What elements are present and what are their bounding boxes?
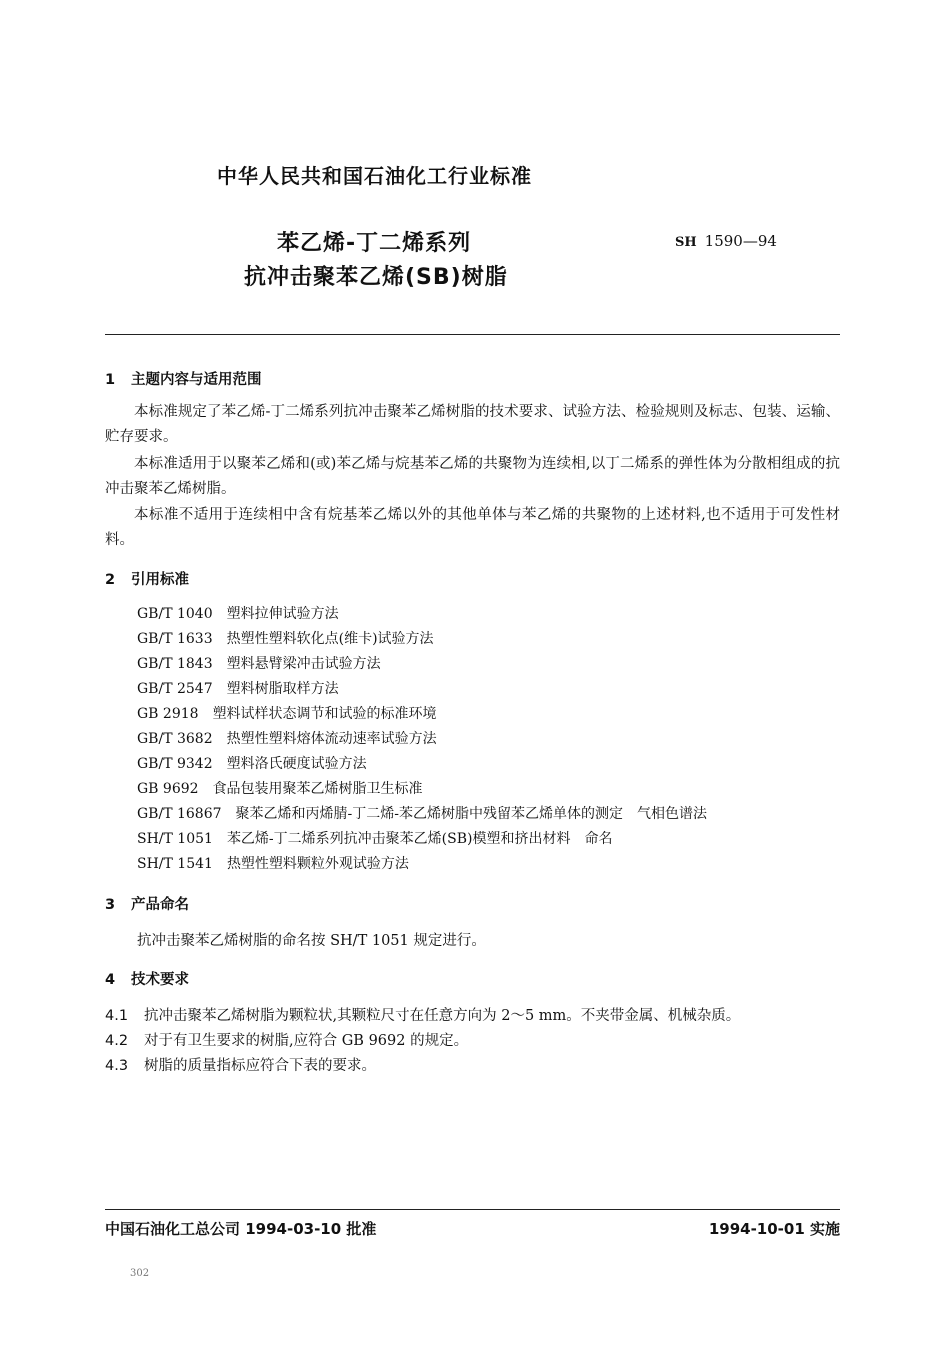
section-number: 2 [105,572,116,588]
section-1-paragraph-3: 本标准不适用于连续相中含有烷基苯乙烯以外的其他单体与苯乙烯的共聚物的上述材料,也不适用于可发性材料。 [105,507,840,548]
section-title: 引用标准 [131,572,189,588]
reference-name: 热塑性塑料软化点(维卡)试验方法 [226,631,434,647]
clause-4-2 [105,1029,468,1050]
reference-code: GB/T 1633 [137,631,213,647]
reference-code: SH/T 1541 [137,856,213,872]
section-title: 技术要求 [131,972,189,988]
reference-item [137,628,434,648]
reference-item [137,803,707,823]
section-3-heading [105,893,189,914]
clause-4-3 [105,1054,376,1075]
reference-name: 食品包装用聚苯乙烯树脂卫生标准 [212,781,423,797]
clause-number: 4.2 [105,1033,129,1049]
reference-item [137,603,339,623]
clause-text: 树脂的质量指标应符合下表的要求。 [144,1058,376,1074]
clause-4-1 [105,1004,740,1025]
doc-title-line2: 抗冲击聚苯乙烯(SB)树脂 [244,265,508,290]
reference-item [137,778,423,798]
effective-date-line: 1994-10-01 实施 [708,1220,840,1238]
standard-prefix: SH [675,235,697,250]
reference-code: GB/T 2547 [137,681,213,697]
clause-text: 对于有卫生要求的树脂,应符合 GB 9692 的规定。 [144,1033,469,1049]
reference-code: GB/T 1040 [137,606,213,622]
reference-item [137,728,437,748]
reference-item [137,678,339,698]
standard-number: 1590—94 [704,232,777,250]
reference-name: 塑料洛氏硬度试验方法 [226,756,367,772]
reference-item [137,753,367,773]
reference-name: 苯乙烯-丁二烯系列抗冲击聚苯乙烯(SB)模塑和挤出材料 命名 [226,831,613,847]
section-3-text: 抗冲击聚苯乙烯树脂的命名按 SH/T 1051 规定进行。 [137,933,486,949]
reference-name: 热塑性塑料颗粒外观试验方法 [226,856,409,872]
reference-code: GB/T 3682 [137,731,213,747]
reference-name: 聚苯乙烯和丙烯腈-丁二烯-苯乙烯树脂中残留苯乙烯单体的测定 气相色谱法 [235,806,707,822]
doc-title-line1: 苯乙烯-丁二烯系列 [277,231,472,256]
reference-name: 塑料拉伸试验方法 [226,606,339,622]
reference-code: GB/T 16867 [137,806,222,822]
standard-code [675,232,777,250]
section-2-heading [105,568,189,589]
reference-code: GB/T 1843 [137,656,213,672]
section-number: 4 [105,972,116,988]
reference-name: 塑料树脂取样方法 [226,681,339,697]
reference-item [137,653,381,673]
top-divider [105,334,840,335]
section-number: 3 [105,897,116,913]
clause-number: 4.3 [105,1058,129,1074]
reference-code: GB 2918 [137,706,199,722]
reference-name: 热塑性塑料熔体流动速率试验方法 [226,731,437,747]
section-4-heading [105,968,189,989]
clause-text: 抗冲击聚苯乙烯树脂为颗粒状,其颗粒尺寸在任意方向为 2～5 mm。不夹带金属、机械杂质。 [144,1008,741,1024]
org-title: 中华人民共和国石油化工行业标准 [217,164,532,188]
reference-code: GB 9692 [137,781,199,797]
reference-name: 塑料悬臂梁冲击试验方法 [226,656,381,672]
section-number: 1 [105,372,116,388]
page-number: 302 [130,1268,150,1279]
section-1-paragraph-1: 本标准规定了苯乙烯-丁二烯系列抗冲击聚苯乙烯树脂的技术要求、试验方法、检验规则及标志、包装、运输、贮存要求。 [105,404,840,445]
reference-code: GB/T 9342 [137,756,213,772]
reference-code: SH/T 1051 [137,831,213,847]
reference-item [137,853,409,873]
reference-item [137,828,612,848]
clause-number: 4.1 [105,1008,129,1024]
section-title: 产品命名 [131,897,189,913]
section-title: 主题内容与适用范围 [131,372,262,388]
section-1-paragraph-2: 本标准适用于以聚苯乙烯和(或)苯乙烯与烷基苯乙烯的共聚物为连续相,以丁二烯系的弹性体为分散相组成的抗冲击聚苯乙烯树脂。 [105,456,840,497]
bottom-divider [105,1209,840,1210]
section-1-heading [105,368,262,389]
reference-name: 塑料试样状态调节和试验的标准环境 [212,706,437,722]
reference-item [137,703,437,723]
approval-line: 中国石油化工总公司 1994-03-10 批准 [105,1220,377,1238]
